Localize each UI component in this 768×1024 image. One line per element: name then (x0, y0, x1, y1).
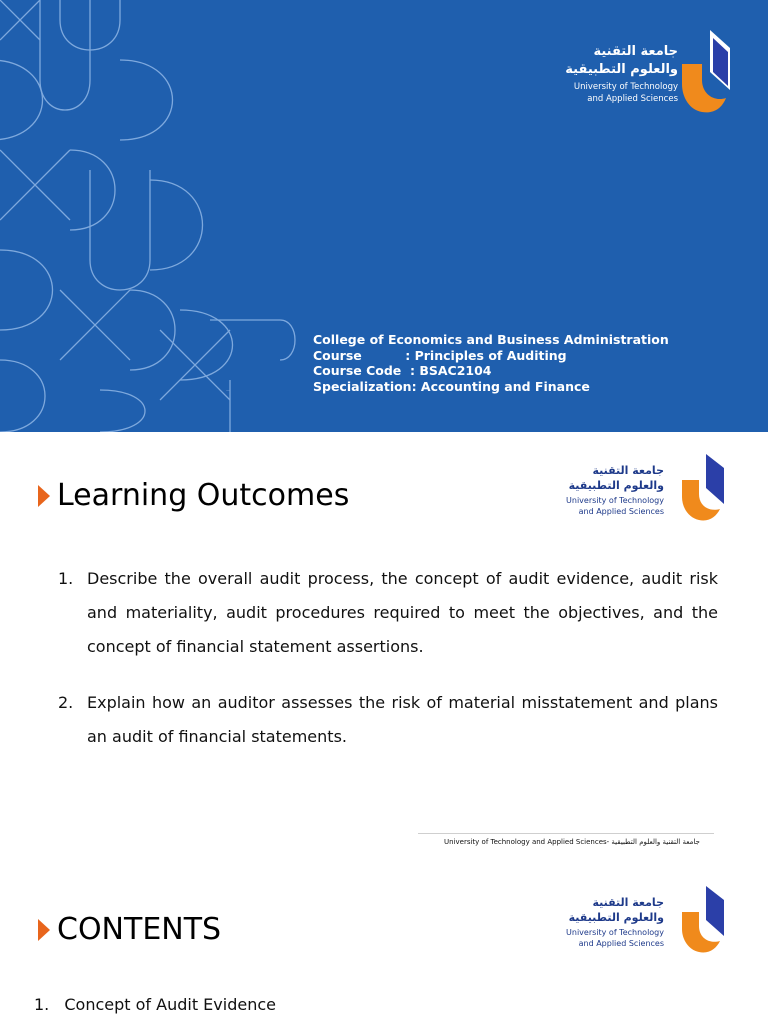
slide-title: CONTENTS (57, 912, 222, 947)
university-logo (560, 26, 750, 116)
contents-title (38, 912, 221, 947)
item-number: 2. (58, 693, 74, 712)
college-name: College of Economics and Business Administration (313, 332, 669, 347)
footer-divider (418, 833, 714, 834)
university-emblem-icon (680, 884, 732, 954)
slide-title: Learning Outcomes (57, 478, 350, 513)
university-logo-small (560, 884, 750, 964)
university-emblem-icon (680, 28, 740, 114)
logo-arabic-line2: والعلوم التطبيقية (568, 911, 664, 924)
course-name: Course : Principles of Auditing (313, 347, 567, 363)
university-emblem-icon (680, 452, 732, 522)
learning-outcomes-title (38, 478, 349, 513)
bullet-arrow-icon (38, 919, 50, 941)
item-text: Concept of Audit Evidence (64, 995, 276, 1014)
item-text: Describe the overall audit process, the concept of audit evidence, audit risk and materiality, audit procedures required to meet the objectives, and the concept of financial statement assertions. (87, 569, 718, 656)
logo-english-line1: University of Technology (566, 928, 664, 937)
course-code: Course Code : BSAC2104 (313, 363, 492, 378)
contents-list (34, 995, 276, 1014)
cover-slide (0, 0, 768, 432)
specialization: Specialization: Accounting and Finance (313, 378, 590, 394)
logo-arabic-line1: جامعة التقنية (593, 44, 678, 59)
bullet-arrow-icon (38, 485, 50, 507)
outcomes-list (58, 562, 718, 776)
item-number: 1. (34, 995, 50, 1014)
list-item (34, 995, 276, 1014)
logo-arabic-line1: جامعة التقنية (592, 896, 664, 909)
item-text: Explain how an auditor assesses the risk of material misstatement and plans an audit of financial statements. (87, 693, 718, 746)
logo-english-line1: University of Technology (573, 82, 678, 92)
course-info (313, 332, 669, 394)
logo-english-line2: and Applied Sciences (587, 94, 678, 104)
logo-arabic-line2: والعلوم التطبيقية (565, 62, 678, 77)
logo-arabic-line1: جامعة التقنية (592, 464, 664, 477)
footer-text: University of Technology and Applied Sciences- جامعة التقنية والعلوم التطبيقية (444, 838, 700, 846)
list-item (58, 562, 718, 664)
list-item (58, 686, 718, 754)
item-number: 1. (58, 569, 74, 588)
decorative-pattern (0, 0, 300, 432)
logo-english-line2: and Applied Sciences (578, 939, 664, 948)
logo-english-line1: University of Technology (566, 496, 664, 505)
logo-english-line2: and Applied Sciences (578, 507, 664, 516)
faint-caption: — (226, 388, 230, 393)
logo-arabic-line2: والعلوم التطبيقية (568, 479, 664, 492)
university-logo-small (560, 452, 750, 532)
